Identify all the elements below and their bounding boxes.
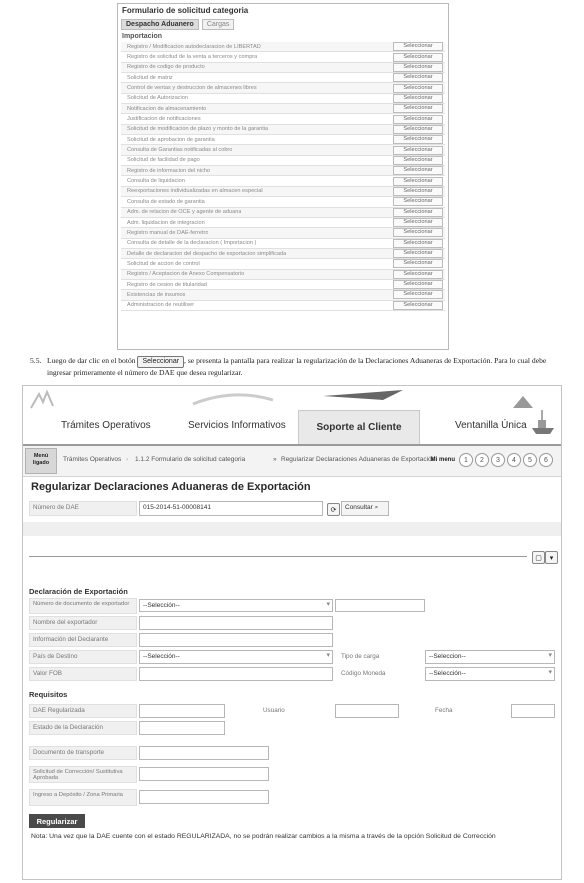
- list-item: [121, 73, 445, 83]
- select-button[interactable]: Seleccionar: [393, 53, 443, 62]
- shortcut-6[interactable]: 6: [539, 453, 553, 467]
- select-button[interactable]: Seleccionar: [393, 135, 443, 144]
- doc-type-select[interactable]: --Selección-- ▾: [139, 599, 333, 612]
- nav-soporte-al-cliente[interactable]: Soporte al Cliente: [298, 410, 420, 444]
- section-title: Importacion: [122, 33, 163, 40]
- search-icon: ⌕: [374, 504, 379, 511]
- list-item: [121, 280, 445, 290]
- select-button[interactable]: Seleccionar: [393, 290, 443, 299]
- select-button[interactable]: Seleccionar: [393, 42, 443, 51]
- list-item-label: Consulta de estado de garantia: [127, 198, 205, 205]
- list-item-label: Existencias de insumos: [127, 291, 186, 298]
- list-item: [121, 135, 445, 145]
- mi-menu-shortcuts: [431, 453, 553, 467]
- list-item-label: Registro de informacion del nicho: [127, 167, 211, 174]
- transport-doc-label: Documento de transporte: [29, 746, 137, 760]
- correction-request-input[interactable]: [139, 767, 269, 781]
- cargo-type-label: Tipo de carga: [341, 653, 380, 660]
- chevron-down-icon[interactable]: ▾: [545, 551, 558, 564]
- request-list: [121, 42, 445, 311]
- fob-input[interactable]: [139, 667, 333, 681]
- export-section-title: Declaración de Exportación: [29, 587, 128, 596]
- text-after-button: , se presenta la pantalla para realizar la regularización de la Declaraciones Aduaneras de Exportación. Para lo cual debe ingresar primeramente el número de DAE que desea regularizar.: [47, 356, 547, 377]
- header-banner-art: [23, 386, 561, 412]
- divider: [29, 556, 527, 557]
- list-item: [121, 114, 445, 124]
- list-item-label: Registro / Aceptacion de Anexo Compensatorio: [127, 271, 245, 278]
- list-item-label: Solicitud de modificacion de plazo y monto de la garantia: [127, 126, 269, 133]
- select-button[interactable]: Seleccionar: [393, 228, 443, 237]
- select-button[interactable]: Seleccionar: [393, 146, 443, 155]
- list-item: [121, 42, 445, 52]
- nav-servicios-informativos[interactable]: Servicios Informativos: [188, 420, 286, 431]
- tab-despacho-aduanero[interactable]: Despacho Aduanero: [121, 19, 199, 30]
- list-item: [121, 156, 445, 166]
- list-item-label: Consulta de liquidacion: [127, 178, 185, 185]
- list-item-label: Registro manual de DAE-ferretro: [127, 229, 209, 236]
- list-item-label: Registro de cesion de titularidad: [127, 281, 207, 288]
- select-button[interactable]: Seleccionar: [393, 280, 443, 289]
- refresh-icon[interactable]: ⟳: [327, 503, 340, 516]
- consult-button[interactable]: [341, 501, 389, 516]
- list-item: [121, 290, 445, 300]
- list-item-label: Justificacion de notificaciones: [127, 116, 201, 123]
- breadcrumb-bar: [23, 446, 561, 477]
- regularize-button[interactable]: Regularizar: [29, 814, 85, 828]
- list-item: [121, 187, 445, 197]
- select-button[interactable]: Seleccionar: [393, 187, 443, 196]
- list-item: [121, 52, 445, 62]
- form-tabs: [121, 19, 234, 30]
- list-item: [121, 249, 445, 259]
- list-item: [121, 208, 445, 218]
- list-item-label: Registro de solicitud de la venta a terceros y compra: [127, 54, 258, 61]
- list-item-label: Registro de codigo de producto: [127, 64, 205, 71]
- text-before-button: Luego de dar clic en el botón: [47, 356, 136, 365]
- currency-label: Código Moneda: [341, 670, 386, 677]
- menu-ligado-button[interactable]: Menú ligado: [25, 448, 57, 474]
- list-item-label: Solicitud de matriz: [127, 74, 173, 81]
- list-item-label: Solicitud de accion de control: [127, 260, 200, 267]
- regularize-screen: [22, 385, 562, 880]
- breadcrumb-sep-2: »: [273, 456, 277, 463]
- declarant-info-label: Información del Declarante: [29, 633, 137, 647]
- select-button[interactable]: Seleccionar: [393, 270, 443, 279]
- deposit-entry-label: Ingreso a Depósito / Zona Primaria: [29, 789, 137, 806]
- consult-button-label: Consultar: [345, 504, 373, 511]
- list-item-label: Adm. liquidacion de integracion: [127, 219, 205, 226]
- list-item-label: Consulta de detalle de la declaracion ( Importacion ): [127, 240, 257, 247]
- select-button[interactable]: Seleccionar: [393, 73, 443, 82]
- declaration-status-label: Estado de la Declaración: [29, 721, 137, 735]
- list-item: [121, 63, 445, 73]
- form-title: Formulario de solicitud categoria: [122, 6, 249, 15]
- inline-select-button: Seleccionar: [137, 356, 184, 368]
- select-button[interactable]: Seleccionar: [393, 125, 443, 134]
- list-item: [121, 197, 445, 207]
- dae-regularized-input[interactable]: [139, 704, 225, 718]
- list-item-label: Notificacion de almacenamiento: [127, 105, 207, 112]
- select-button[interactable]: Seleccionar: [393, 166, 443, 175]
- select-button[interactable]: Seleccionar: [393, 208, 443, 217]
- print-icon[interactable]: ▢: [532, 551, 545, 564]
- requirements-section-title: Requisitos: [29, 690, 68, 699]
- list-item: [121, 83, 445, 93]
- list-item-label: Control de ventas y destruccion de almacenes libres: [127, 85, 257, 92]
- shortcut-1[interactable]: 1: [459, 453, 473, 467]
- mi-menu-label: Mi menu: [430, 457, 455, 463]
- list-item-label: Consulta de Garantias notificadas al cobro: [127, 147, 233, 154]
- regularize-note: Nota: Una vez que la DAE cuente con el estado REGULARIZADA, no se podrán realizar cambios a la misma a través de la opción Solicitud de Corrección: [31, 833, 496, 840]
- list-item: [121, 94, 445, 104]
- list-item: [121, 239, 445, 249]
- ship-icon: [528, 408, 558, 438]
- shortcut-2[interactable]: 2: [475, 453, 489, 467]
- doc-number-input[interactable]: [335, 599, 425, 612]
- nav-ventanilla-unica[interactable]: Ventanilla Única: [455, 420, 527, 431]
- select-button[interactable]: Seleccionar: [393, 84, 443, 93]
- step-number: 5.5.: [30, 356, 42, 365]
- list-item: [121, 218, 445, 228]
- main-nav: [23, 410, 561, 446]
- list-item: [121, 104, 445, 114]
- dae-number-input[interactable]: 015-2014-51-00008141: [139, 501, 323, 516]
- cargo-type-select[interactable]: --Seleccion-- ▾: [425, 650, 555, 664]
- shortcut-3[interactable]: 3: [491, 453, 505, 467]
- list-item: [121, 145, 445, 155]
- exporter-name-label: Nombre del exportador: [29, 616, 137, 630]
- dae-regularized-label: DAE Regularizada: [29, 704, 137, 718]
- breadcrumb-item-1[interactable]: Trámites Operativos: [63, 456, 122, 463]
- declarant-info-input[interactable]: [139, 633, 333, 647]
- list-item-label: Adm. de relacion de OCE y agente de aduana: [127, 209, 242, 216]
- list-item: [121, 270, 445, 280]
- search-band: [23, 522, 561, 536]
- select-button[interactable]: Seleccionar: [393, 301, 443, 310]
- category-request-form: [117, 3, 449, 350]
- list-item-label: Solicitud de aprobacion de garantia: [127, 136, 215, 143]
- list-item-label: Reexportaciones individualizadas en almacen especial: [127, 188, 263, 195]
- dest-country-label: País de Destino: [29, 650, 137, 664]
- fob-label: Valor FOB: [29, 667, 137, 681]
- shortcut-5[interactable]: 5: [523, 453, 537, 467]
- tab-cargas[interactable]: Cargas: [202, 19, 235, 30]
- breadcrumb-item-3: Regularizar Declaraciones Aduaneras de Exportación: [281, 456, 436, 463]
- correction-request-label: Solicitud de Corrección/ Sustitutiva Aprobada: [29, 766, 137, 783]
- currency-select[interactable]: --Selección-- ▾: [425, 667, 555, 681]
- deposit-entry-input[interactable]: [139, 790, 269, 804]
- nav-tramites-operativos[interactable]: Trámites Operativos: [61, 420, 151, 431]
- list-item: [121, 301, 445, 311]
- transport-doc-input[interactable]: [139, 746, 269, 760]
- date-label: Fecha: [435, 707, 453, 714]
- select-button[interactable]: Seleccionar: [393, 197, 443, 206]
- list-item-label: Registro / Modificacion autodeclaracion de LIBERTAD: [127, 43, 261, 50]
- select-button[interactable]: Seleccionar: [393, 259, 443, 268]
- declaration-status-input[interactable]: [139, 721, 225, 735]
- exporter-name-input[interactable]: [139, 616, 333, 630]
- user-input[interactable]: [335, 704, 399, 718]
- list-item: [121, 125, 445, 135]
- doc-number-label: Número de documento de exportador: [29, 598, 137, 614]
- breadcrumb-item-2[interactable]: 1.1.2 Formulario de solicitud categoria: [135, 456, 246, 463]
- select-button[interactable]: Seleccionar: [393, 239, 443, 248]
- list-item-label: Detalle de declaracion del despacho de exportacion simplificada: [127, 250, 287, 257]
- dest-country-select[interactable]: --Selección-- ▾: [139, 650, 333, 664]
- select-button[interactable]: Seleccionar: [393, 104, 443, 113]
- user-label: Usuario: [263, 707, 285, 714]
- date-input[interactable]: [511, 704, 555, 718]
- list-item: [121, 166, 445, 176]
- list-item: [121, 259, 445, 269]
- breadcrumb-sep-1: ›: [126, 456, 129, 463]
- shortcut-4[interactable]: 4: [507, 453, 521, 467]
- list-item: [121, 228, 445, 238]
- select-button[interactable]: Seleccionar: [393, 249, 443, 258]
- list-item-label: Administracion de reutiliser: [127, 302, 195, 309]
- select-button[interactable]: Seleccionar: [393, 177, 443, 186]
- step-text: [47, 356, 572, 378]
- select-button[interactable]: Seleccionar: [393, 63, 443, 72]
- list-item-label: Solicitud de Autorizacion: [127, 95, 188, 102]
- list-item: [121, 176, 445, 186]
- dae-number-label: Número de DAE: [29, 501, 137, 516]
- select-button[interactable]: Seleccionar: [393, 218, 443, 227]
- select-button[interactable]: Seleccionar: [393, 156, 443, 165]
- select-button[interactable]: Seleccionar: [393, 115, 443, 124]
- select-button[interactable]: Seleccionar: [393, 94, 443, 103]
- list-item-label: Solicitud de facilidad de pago: [127, 157, 200, 164]
- page-title: Regularizar Declaraciones Aduaneras de Exportación: [31, 481, 311, 493]
